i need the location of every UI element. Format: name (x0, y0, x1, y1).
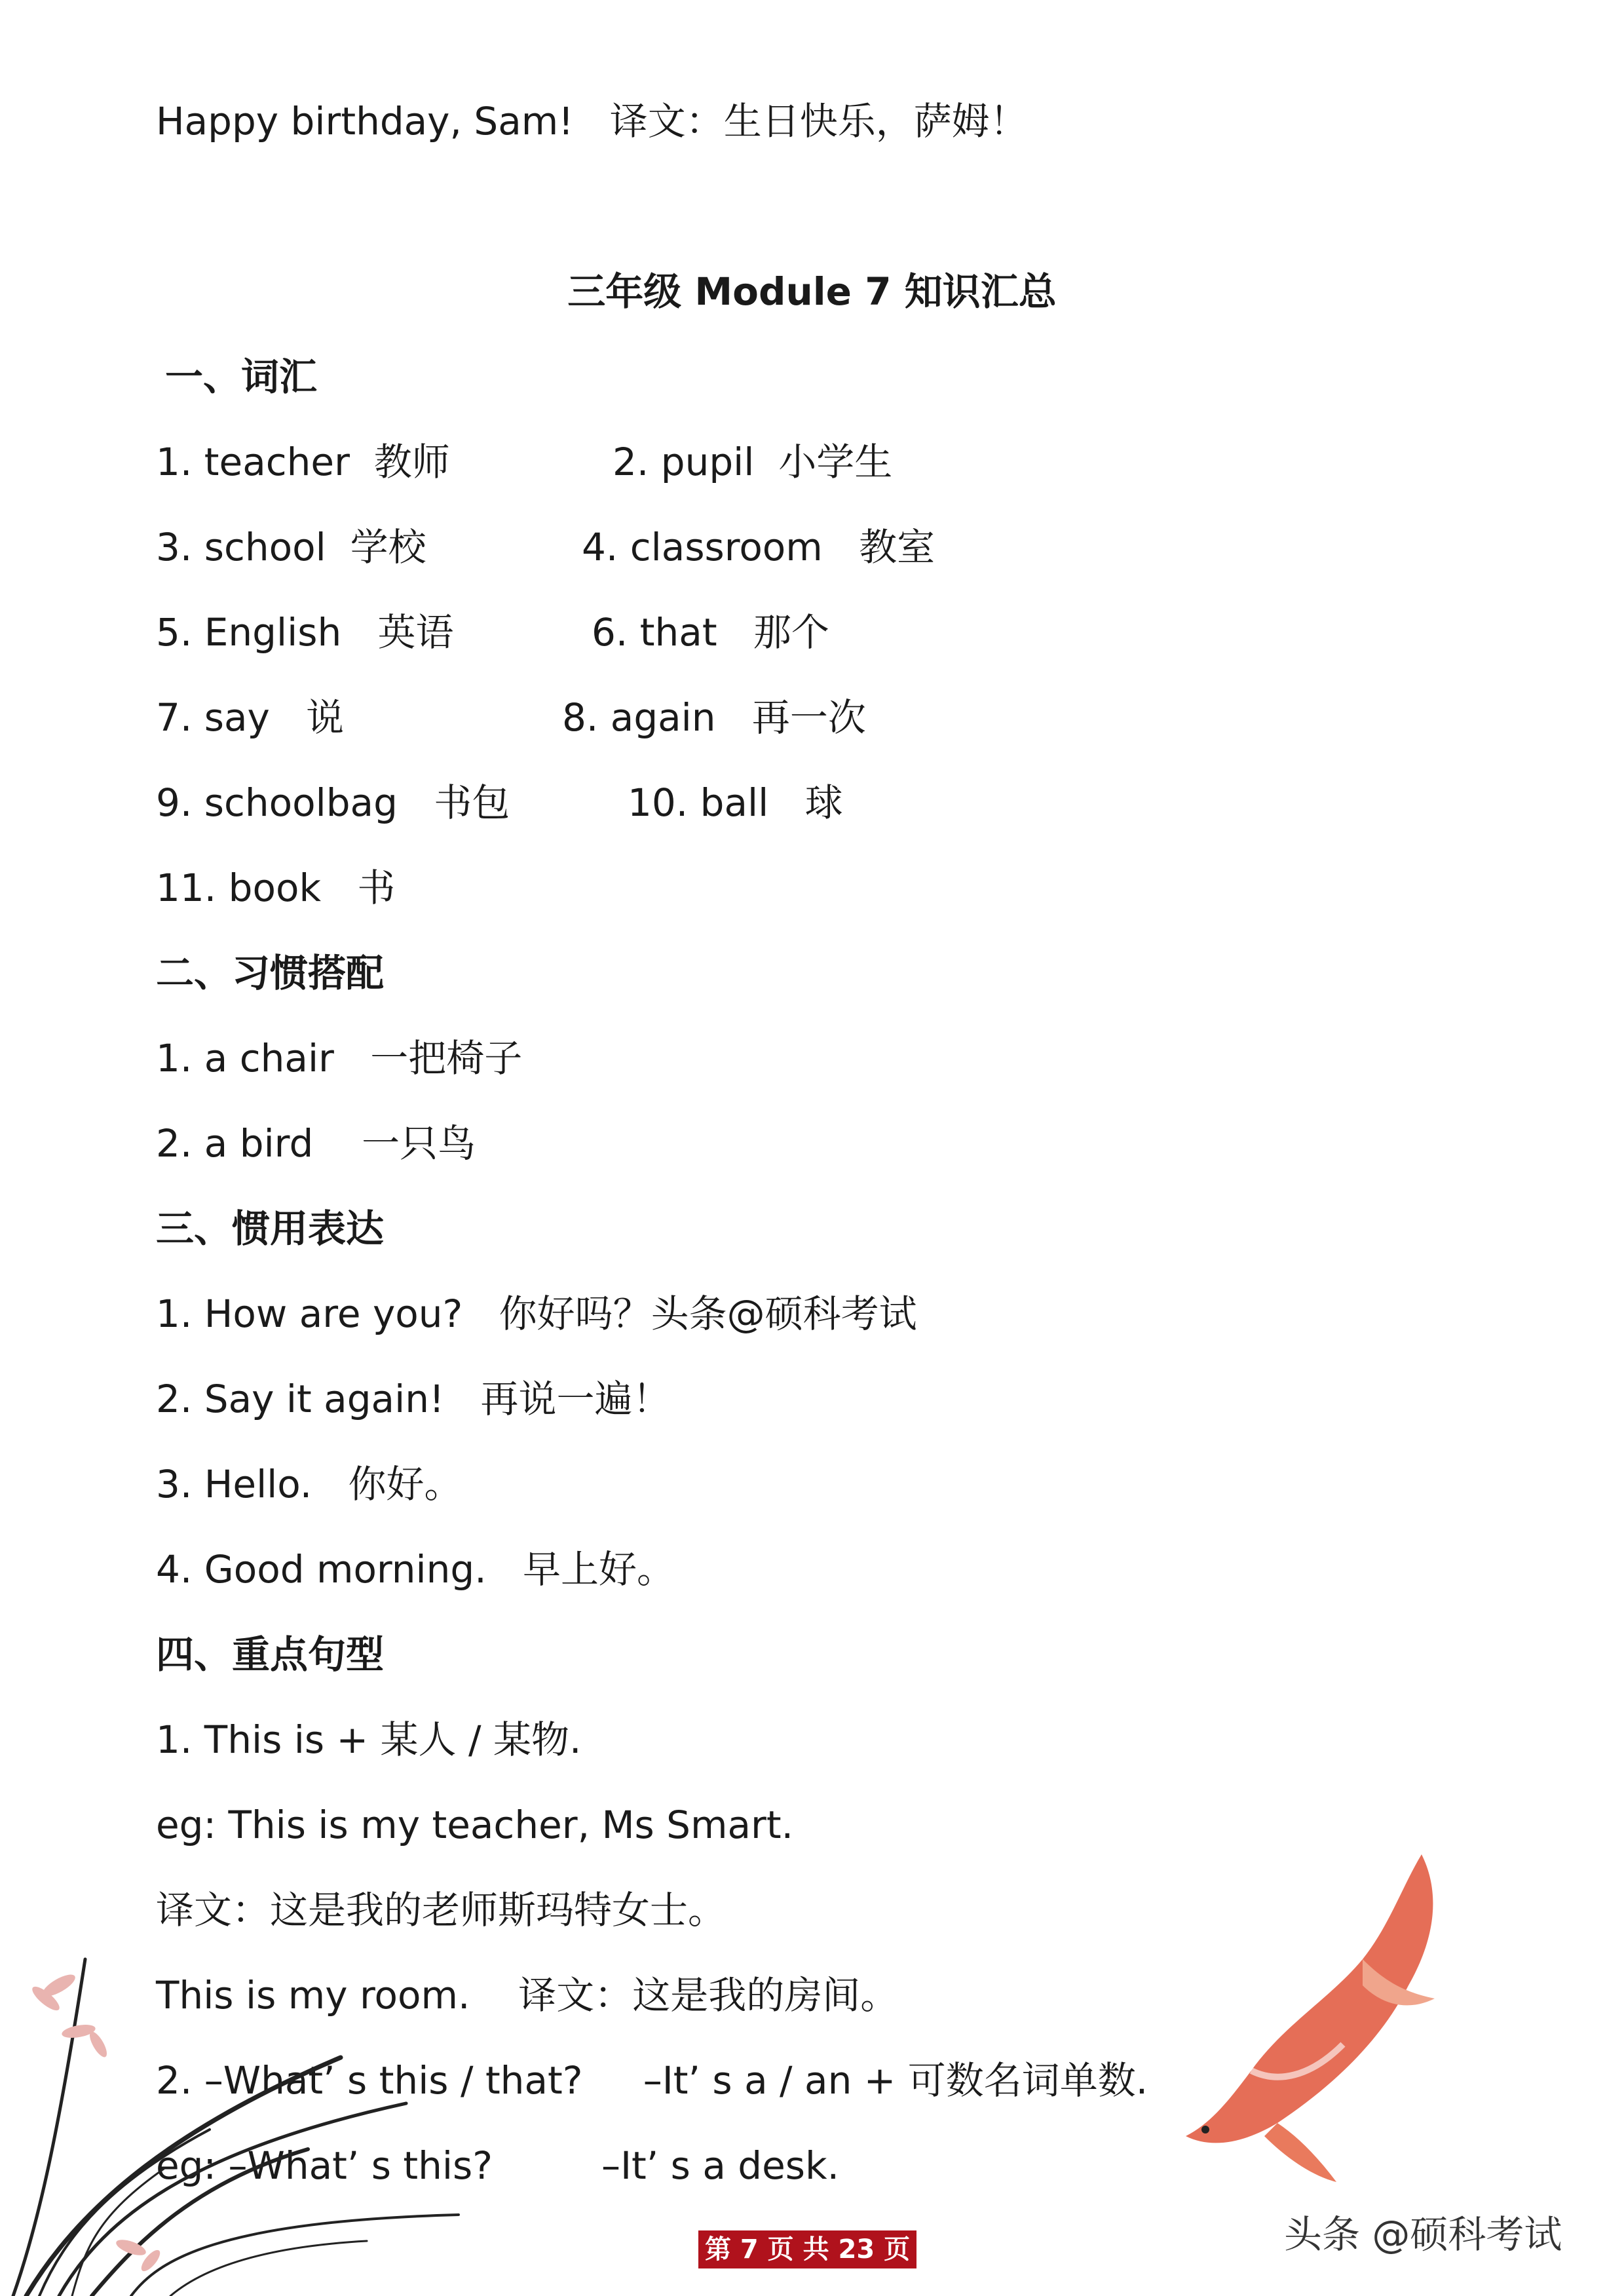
section-heading-collocations: 二、习惯搭配 (156, 951, 385, 995)
vocab-item: 4. classroom 教室 (582, 525, 935, 569)
vocab-item: 5. English 英语 (156, 610, 454, 655)
top-line: Happy birthday, Sam! 译文：生日快乐，萨姆！ (156, 99, 1028, 144)
expression-item: 1. How are you? 你好吗？头条@硕科考试 (156, 1292, 917, 1336)
sentence-pattern-line: 2. –What’ s this / that? –It’ s a / an + 可数名词单数. (156, 2058, 1148, 2103)
vocab-item: 2. pupil 小学生 (613, 440, 893, 484)
vocab-item: 11. book 书 (156, 866, 396, 910)
sentence-pattern-line: 1. This is + 某人 / 某物. (156, 1717, 582, 1762)
sentence-pattern-line: eg: –What’ s this? –It’ s a desk. (156, 2143, 840, 2188)
vocab-item: 1. teacher 教师 (156, 440, 450, 484)
sentence-pattern-line: eg: This is my teacher, Ms Smart. (156, 1803, 794, 1847)
vocab-item: 6. that 那个 (592, 610, 829, 655)
watermark: 头条 @硕科考试 (1284, 2212, 1562, 2257)
section-heading-expressions: 三、惯用表达 (156, 1206, 385, 1251)
orchid-decoration-icon (0, 1933, 498, 2296)
vocab-item: 9. schoolbag 书包 (156, 780, 510, 825)
sentence-pattern-line: This is my room. 译文：这是我的房间。 (156, 1973, 899, 2018)
section-heading-vocab: 一、词汇 (165, 354, 318, 399)
vocab-item: 3. school 学校 (156, 525, 426, 569)
vocab-item: 10. ball 球 (628, 780, 843, 825)
collocation-item: 1. a chair 一把椅子 (156, 1036, 523, 1081)
section-heading-sentence-patterns: 四、重点句型 (156, 1632, 385, 1677)
page-title: 三年级 Module 7 知识汇总 (567, 269, 1057, 314)
vocab-item: 8. again 再一次 (562, 695, 866, 740)
koi-fish-decoration-icon (1173, 1848, 1481, 2189)
vocab-item: 7. say 说 (156, 695, 345, 740)
expression-item: 3. Hello. 你好。 (156, 1462, 463, 1506)
page-footer: 第 7 页 共 23 页 (698, 2230, 916, 2268)
expression-item: 2. Say it again! 再说一遍！ (156, 1377, 671, 1421)
expression-item: 4. Good morning. 早上好。 (156, 1547, 675, 1592)
sentence-pattern-line: 译文：这是我的老师斯玛特女士。 (156, 1888, 727, 1932)
collocation-item: 2. a bird 一只鸟 (156, 1121, 476, 1166)
